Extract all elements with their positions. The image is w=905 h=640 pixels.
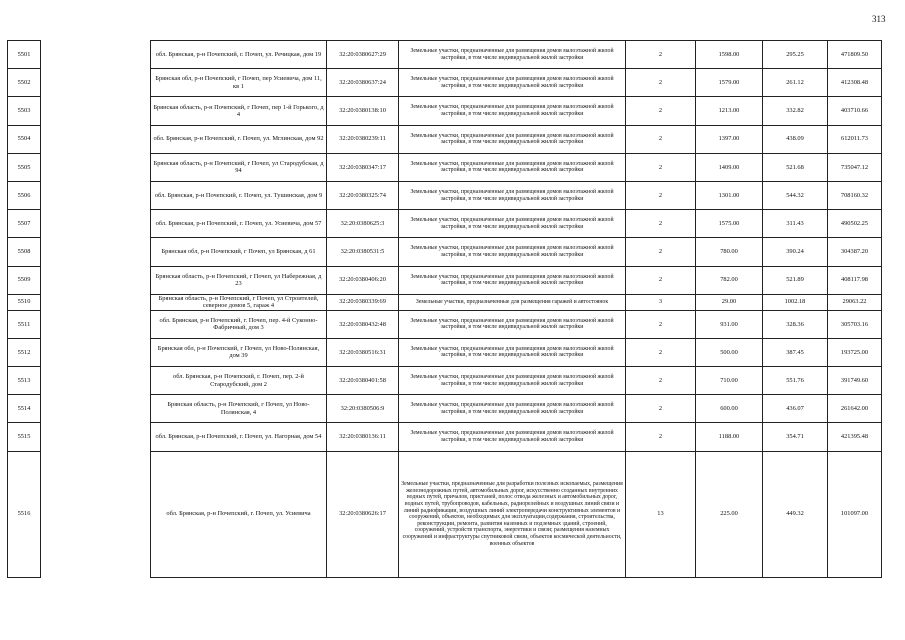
permitted-use-cell: Земельные участки, предназначенные для размещения домов малоэтажной жилой застройки, в том числе индивидуальной жилой застройки: [399, 210, 626, 238]
table-row: [8, 41, 882, 69]
cadastral-value-cell: 193725.00: [828, 338, 882, 366]
cadastral-value-cell: 261642.00: [828, 395, 882, 423]
table-row: [8, 310, 882, 338]
table-row: [8, 69, 882, 97]
address-cell: Брянская область, р-н Почепский, г Почеп, ул Стародубская, д 94: [151, 153, 327, 181]
group-cell: 13: [626, 451, 696, 577]
cadastral-value-cell: 29063.22: [828, 294, 882, 310]
spacer-cell: [41, 266, 151, 294]
permitted-use-cell: Земельные участки, предназначенные для размещения гаражей и автостоянок: [399, 294, 626, 310]
spacer-cell: [41, 125, 151, 153]
table-row: [8, 338, 882, 366]
cadastral-number-cell: 32:20:0380627:29: [327, 41, 399, 69]
table-row: [8, 294, 882, 310]
cadastral-number-cell: 32:20:0380401:58: [327, 367, 399, 395]
cadastral-number-cell: 32:20:0380626:17: [327, 451, 399, 577]
specific-value-cell: 295.25: [763, 41, 828, 69]
address-cell: Брянская область, р-н Почепский, г Почеп, ул Ново-Полянская, 4: [151, 395, 327, 423]
permitted-use-cell: Земельные участки, предназначенные для размещения домов малоэтажной жилой застройки, в том числе индивидуальной жилой застройки: [399, 181, 626, 209]
row-number: 5506: [8, 181, 41, 209]
cadastral-value-cell: 708160.32: [828, 181, 882, 209]
area-cell: 1579.00: [696, 69, 763, 97]
row-number: 5507: [8, 210, 41, 238]
address-cell: обл. Брянская, р-н Почепский, г. Почеп, ул. Тушинская, дом 9: [151, 181, 327, 209]
area-cell: 1188.00: [696, 423, 763, 451]
table-body: [8, 41, 882, 578]
address-cell: обл. Брянская, р-н Почепский, г. Почеп, ул. Мглинская, дом 92: [151, 125, 327, 153]
cadastral-value-cell: 412308.48: [828, 69, 882, 97]
land-registry-table: [7, 40, 882, 578]
address-cell: Брянская область, р-н Почепский, г Почеп, ул Строителей, северное домов 5, гараж 4: [151, 294, 327, 310]
table-row: [8, 125, 882, 153]
address-cell: обл. Брянская, р-н Почепский, г. Почеп, пер. 4-й Суконно-Фабричный, дом 3: [151, 310, 327, 338]
spacer-cell: [41, 238, 151, 266]
cadastral-value-cell: 408117.98: [828, 266, 882, 294]
area-cell: 600.00: [696, 395, 763, 423]
area-cell: 782.00: [696, 266, 763, 294]
spacer-cell: [41, 294, 151, 310]
row-number: 5505: [8, 153, 41, 181]
area-cell: 225.00: [696, 451, 763, 577]
address-cell: Брянская область, р-н Почепский, г Почеп, пер 1-й Горького, д 4: [151, 97, 327, 125]
row-number: 5512: [8, 338, 41, 366]
cadastral-value-cell: 304387.20: [828, 238, 882, 266]
specific-value-cell: 390.24: [763, 238, 828, 266]
group-cell: 2: [626, 310, 696, 338]
specific-value-cell: 521.89: [763, 266, 828, 294]
area-cell: 1575.00: [696, 210, 763, 238]
permitted-use-cell: Земельные участки, предназначенные для размещения домов малоэтажной жилой застройки, в том числе индивидуальной жилой застройки: [399, 266, 626, 294]
area-cell: 1301.00: [696, 181, 763, 209]
group-cell: 2: [626, 181, 696, 209]
specific-value-cell: 387.45: [763, 338, 828, 366]
spacer-cell: [41, 423, 151, 451]
page-number: 313: [872, 14, 886, 24]
specific-value-cell: 436.07: [763, 395, 828, 423]
table-row: [8, 153, 882, 181]
row-number: 5509: [8, 266, 41, 294]
address-cell: обл. Брянская, р-н Почепский, г. Почеп, ул. Усиевича: [151, 451, 327, 577]
cadastral-number-cell: 32:20:0380625:3: [327, 210, 399, 238]
cadastral-number-cell: 32:20:0380339:69: [327, 294, 399, 310]
spacer-cell: [41, 310, 151, 338]
cadastral-number-cell: 32:20:0380637:24: [327, 69, 399, 97]
group-cell: 2: [626, 210, 696, 238]
table-row: [8, 181, 882, 209]
cadastral-number-cell: 32:20:0380325:74: [327, 181, 399, 209]
table-row: [8, 238, 882, 266]
specific-value-cell: 551.76: [763, 367, 828, 395]
permitted-use-cell: Земельные участки, предназначенные для размещения домов малоэтажной жилой застройки, в том числе индивидуальной жилой застройки: [399, 395, 626, 423]
table-row: [8, 395, 882, 423]
cadastral-value-cell: 391749.60: [828, 367, 882, 395]
address-cell: обл. Брянская, р-н Почепский, г. Почеп, ул. Усиевича, дом 57: [151, 210, 327, 238]
row-number: 5504: [8, 125, 41, 153]
table-row: [8, 97, 882, 125]
area-cell: 931.00: [696, 310, 763, 338]
specific-value-cell: 332.82: [763, 97, 828, 125]
table-row: [8, 423, 882, 451]
permitted-use-cell: Земельные участки, предназначенные для размещения домов малоэтажной жилой застройки, в том числе индивидуальной жилой застройки: [399, 125, 626, 153]
spacer-cell: [41, 97, 151, 125]
specific-value-cell: 438.09: [763, 125, 828, 153]
permitted-use-cell: Земельные участки, предназначенные для размещения домов малоэтажной жилой застройки, в том числе индивидуальной жилой застройки: [399, 423, 626, 451]
specific-value-cell: 354.71: [763, 423, 828, 451]
cadastral-value-cell: 403710.66: [828, 97, 882, 125]
permitted-use-cell: Земельные участки, предназначенные для размещения домов малоэтажной жилой застройки, в том числе индивидуальной жилой застройки: [399, 338, 626, 366]
cadastral-value-cell: 305703.16: [828, 310, 882, 338]
address-cell: Брянская обл, р-н Почепский, г Почеп, пер Усиевича, дом 11, кв 1: [151, 69, 327, 97]
address-cell: Брянская обл, р-н Почепский, г Почеп, ул Ново-Полянская, дом 39: [151, 338, 327, 366]
group-cell: 2: [626, 153, 696, 181]
spacer-cell: [41, 451, 151, 577]
area-cell: 1397.00: [696, 125, 763, 153]
row-number: 5515: [8, 423, 41, 451]
group-cell: 2: [626, 69, 696, 97]
cadastral-value-cell: 101097.00: [828, 451, 882, 577]
permitted-use-cell: Земельные участки, предназначенные для размещения домов малоэтажной жилой застройки, в том числе индивидуальной жилой застройки: [399, 310, 626, 338]
cadastral-number-cell: 32:20:0380138:10: [327, 97, 399, 125]
specific-value-cell: 261.12: [763, 69, 828, 97]
area-cell: 29.00: [696, 294, 763, 310]
address-cell: Брянская обл, р-н Почепский, г Почеп, ул Брянская, д 61: [151, 238, 327, 266]
spacer-cell: [41, 210, 151, 238]
address-cell: обл. Брянская, р-н Почепский, г. Почеп, ул. Речицкая, дом 19: [151, 41, 327, 69]
group-cell: 2: [626, 395, 696, 423]
address-cell: обл. Брянская, р-н Почепский, г. Почеп, пер. 2-й Стародубский, дом 2: [151, 367, 327, 395]
area-cell: 500.00: [696, 338, 763, 366]
cadastral-value-cell: 471809.50: [828, 41, 882, 69]
row-number: 5510: [8, 294, 41, 310]
area-cell: 1409.00: [696, 153, 763, 181]
group-cell: 2: [626, 41, 696, 69]
row-number: 5513: [8, 367, 41, 395]
area-cell: 1598.00: [696, 41, 763, 69]
spacer-cell: [41, 153, 151, 181]
cadastral-value-cell: 612011.73: [828, 125, 882, 153]
group-cell: 2: [626, 423, 696, 451]
address-cell: обл. Брянская, р-н Почепский, г. Почеп, ул. Нагорная, дом 54: [151, 423, 327, 451]
area-cell: 710.00: [696, 367, 763, 395]
table-row: [8, 451, 882, 577]
group-cell: 3: [626, 294, 696, 310]
cadastral-number-cell: 32:20:0380516:31: [327, 338, 399, 366]
permitted-use-cell: Земельные участки, предназначенные для размещения домов малоэтажной жилой застройки, в том числе индивидуальной жилой застройки: [399, 41, 626, 69]
cadastral-number-cell: 32:20:0380432:48: [327, 310, 399, 338]
specific-value-cell: 449.32: [763, 451, 828, 577]
spacer-cell: [41, 338, 151, 366]
row-number: 5501: [8, 41, 41, 69]
cadastral-value-cell: 490502.25: [828, 210, 882, 238]
cadastral-number-cell: 32:20:0380406:20: [327, 266, 399, 294]
table-row: [8, 266, 882, 294]
permitted-use-cell: Земельные участки, предназначенные для размещения домов малоэтажной жилой застройки, в том числе индивидуальной жилой застройки: [399, 367, 626, 395]
row-number: 5511: [8, 310, 41, 338]
row-number: 5514: [8, 395, 41, 423]
table-row: [8, 367, 882, 395]
row-number: 5516: [8, 451, 41, 577]
permitted-use-cell: Земельные участки, предназначенные для размещения домов малоэтажной жилой застройки, в том числе индивидуальной жилой застройки: [399, 69, 626, 97]
permitted-use-cell: Земельные участки, предназначенные для разработки полезных ископаемых, размещения железнодорожных путей, автомобильных дорог, искусственно созданных внутренних водных путей, причалов, пристаней, полос отвода железных и автомобильных дорог, водных путей, трубопроводов, кабельных, радиорелейных и воздушных линий связи и линий радиофикации, воздушных линий электропередачи конструктивных элементов и сооружений, объектов, необходимых для эксплуатации,содержания, строительства, реконструкции, ремонта, развития наземных и подземных зданий, строений, сооружений, устройств транспорта, энергетики и связи; размещения наземных сооружений и инфраструктуры спутниковой связи, объектов космической деятельности, военных объектов: [399, 451, 626, 577]
cadastral-number-cell: 32:20:0380506:9: [327, 395, 399, 423]
specific-value-cell: 544.32: [763, 181, 828, 209]
permitted-use-cell: Земельные участки, предназначенные для размещения домов малоэтажной жилой застройки, в том числе индивидуальной жилой застройки: [399, 238, 626, 266]
specific-value-cell: 1002.18: [763, 294, 828, 310]
area-cell: 1213.00: [696, 97, 763, 125]
group-cell: 2: [626, 367, 696, 395]
cadastral-number-cell: 32:20:0380347:17: [327, 153, 399, 181]
specific-value-cell: 311.43: [763, 210, 828, 238]
cadastral-number-cell: 32:20:0380531:5: [327, 238, 399, 266]
spacer-cell: [41, 69, 151, 97]
spacer-cell: [41, 395, 151, 423]
spacer-cell: [41, 41, 151, 69]
address-cell: Брянская область, р-н Почепский, г Почеп, ул Набережная, д 23: [151, 266, 327, 294]
specific-value-cell: 521.68: [763, 153, 828, 181]
permitted-use-cell: Земельные участки, предназначенные для размещения домов малоэтажной жилой застройки, в том числе индивидуальной жилой застройки: [399, 97, 626, 125]
cadastral-number-cell: 32:20:0380136:11: [327, 423, 399, 451]
group-cell: 2: [626, 238, 696, 266]
table-row: [8, 210, 882, 238]
row-number: 5508: [8, 238, 41, 266]
row-number: 5502: [8, 69, 41, 97]
group-cell: 2: [626, 266, 696, 294]
cadastral-value-cell: 735047.12: [828, 153, 882, 181]
permitted-use-cell: Земельные участки, предназначенные для размещения домов малоэтажной жилой застройки, в том числе индивидуальной жилой застройки: [399, 153, 626, 181]
specific-value-cell: 328.36: [763, 310, 828, 338]
group-cell: 2: [626, 97, 696, 125]
cadastral-value-cell: 421395.48: [828, 423, 882, 451]
spacer-cell: [41, 367, 151, 395]
group-cell: 2: [626, 125, 696, 153]
cadastral-number-cell: 32:20:0380239:11: [327, 125, 399, 153]
spacer-cell: [41, 181, 151, 209]
row-number: 5503: [8, 97, 41, 125]
group-cell: 2: [626, 338, 696, 366]
area-cell: 780.00: [696, 238, 763, 266]
